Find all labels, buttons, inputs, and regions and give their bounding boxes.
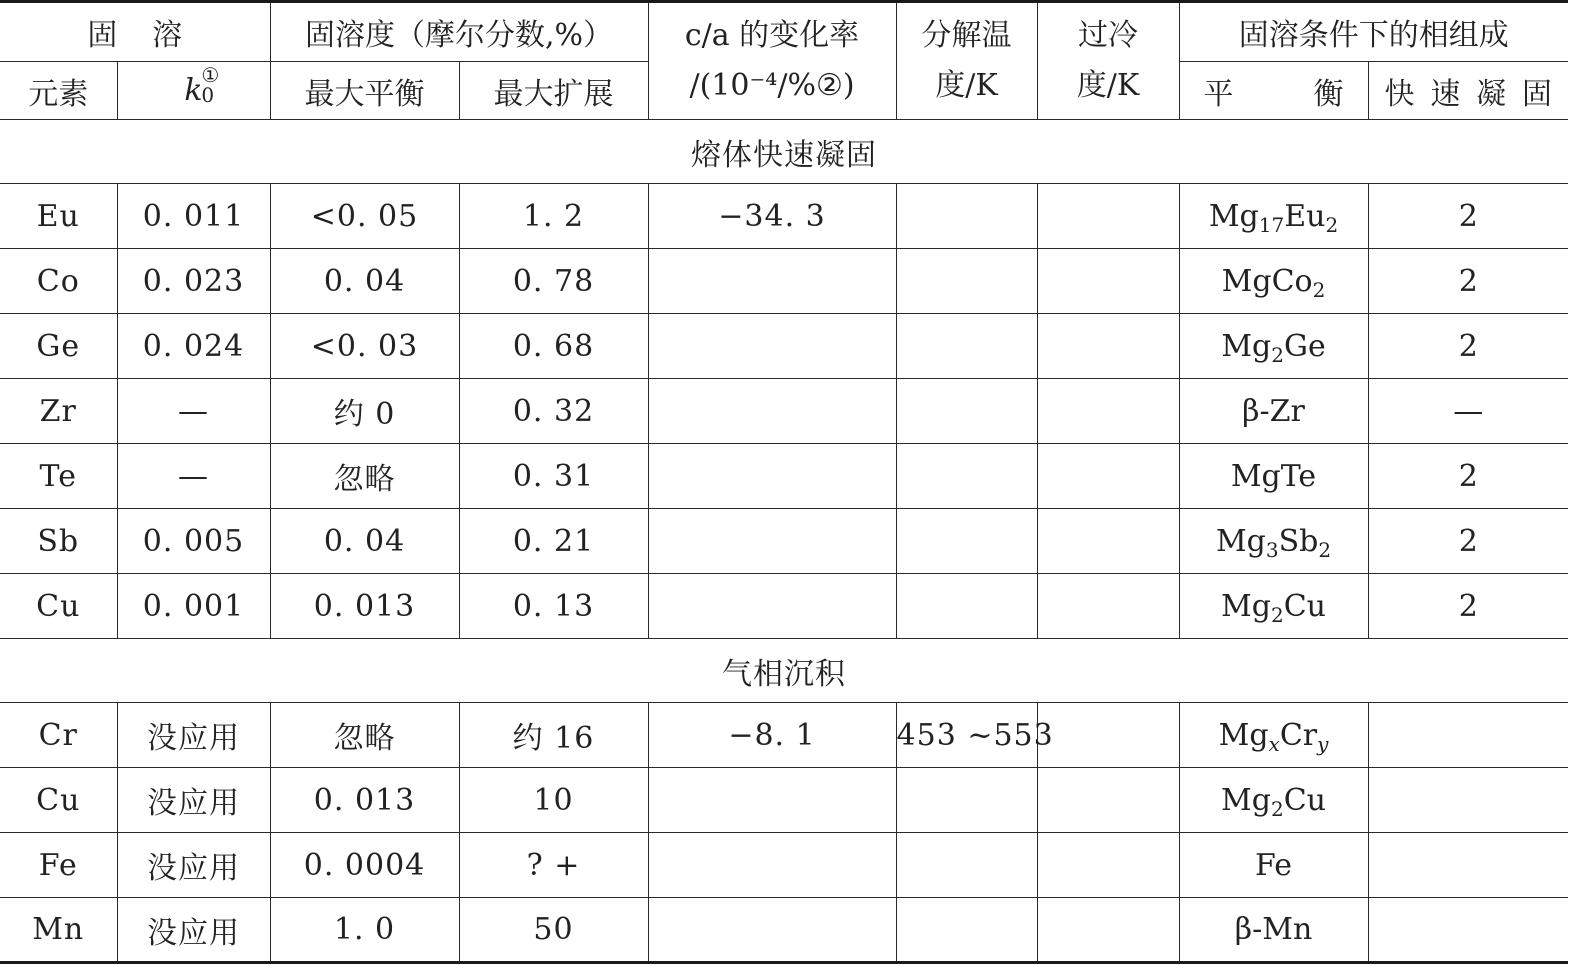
phase-formula-part: Mg (1221, 588, 1271, 624)
cell-element: Zr (0, 379, 117, 444)
phase-formula-part: Eu (1284, 198, 1326, 234)
cell-decomposition-temp (896, 249, 1037, 314)
header-element: 元素 (0, 62, 117, 120)
cell-k0: — (117, 379, 270, 444)
cell-max-equilibrium: 忽略 (270, 703, 459, 768)
table-row (0, 509, 1568, 574)
cell-decomposition-temp (896, 574, 1037, 639)
phase-formula-part: Mg (1215, 523, 1266, 559)
cell-max-extended: ? + (459, 833, 648, 898)
cell-decomposition-temp (896, 379, 1037, 444)
phase-formula-part: Cu (1283, 782, 1326, 818)
phase-formula-part: Mg (1218, 717, 1269, 753)
cell-subcooling (1037, 184, 1179, 249)
cell-max-equilibrium: 0. 013 (270, 574, 459, 639)
cell-element: Cu (0, 768, 117, 833)
phase-subscript: 2 (1325, 212, 1339, 237)
phase-subscript: 17 (1258, 212, 1285, 237)
cell-k0: 0. 005 (117, 509, 270, 574)
cell-phase-equilibrium (1179, 249, 1368, 314)
phase-subscript: 3 (1265, 537, 1279, 562)
cell-subcooling (1037, 703, 1179, 768)
cell-max-equilibrium: <0. 05 (270, 184, 459, 249)
phase-formula-part: Sb (1278, 523, 1319, 559)
cell-phase-equilibrium (1179, 379, 1368, 444)
header-decomposition-temp: 分解温 度/K (896, 2, 1037, 120)
header-rapid-solidification: 快 速 凝 固 (1368, 62, 1568, 120)
table-row (0, 833, 1568, 898)
header-equilibrium: 平 衡 (1179, 62, 1368, 120)
header-solubility: 固溶度（摩尔分数,%） (270, 2, 648, 62)
cell-max-extended: 0. 68 (459, 314, 648, 379)
phase-formula-part: Mg (1221, 328, 1272, 364)
header-k0 (117, 62, 270, 120)
cell-element: Cr (0, 703, 117, 768)
cell-max-equilibrium: 1. 0 (270, 898, 459, 963)
cell-phase-equilibrium (1179, 703, 1368, 768)
cell-subcooling (1037, 444, 1179, 509)
cell-ca-change-rate (648, 574, 896, 639)
cell-k0: — (117, 444, 270, 509)
phase-formula-part: MgTe (1230, 458, 1317, 494)
cell-phase-equilibrium (1179, 444, 1368, 509)
cell-ca-change-rate (648, 898, 896, 963)
cell-decomposition-temp (896, 833, 1037, 898)
cell-k0: 没应用 (117, 898, 270, 963)
cell-rapid-solidification: 2 (1368, 509, 1568, 574)
cell-k0: 0. 001 (117, 574, 270, 639)
phase-formula-part: Mg (1221, 782, 1271, 818)
cell-subcooling (1037, 768, 1179, 833)
cell-rapid-solidification (1368, 703, 1568, 768)
cell-max-equilibrium: 0. 0004 (270, 833, 459, 898)
table-row (0, 249, 1568, 314)
cell-ca-change-rate: −8. 1 (648, 703, 896, 768)
cell-max-extended: 0. 13 (459, 574, 648, 639)
section-header-row (0, 120, 1568, 184)
cell-element: Fe (0, 833, 117, 898)
cell-k0: 没应用 (117, 833, 270, 898)
table-row (0, 768, 1568, 833)
cell-element: Te (0, 444, 117, 509)
cell-decomposition-temp (896, 768, 1037, 833)
cell-phase-equilibrium (1179, 314, 1368, 379)
cell-rapid-solidification (1368, 768, 1568, 833)
cell-max-equilibrium: 约 0 (270, 379, 459, 444)
phase-subscript: 2 (1312, 277, 1326, 302)
cell-max-equilibrium: 0. 013 (270, 768, 459, 833)
cell-k0: 0. 024 (117, 314, 270, 379)
cell-decomposition-temp (896, 898, 1037, 963)
cell-subcooling (1037, 898, 1179, 963)
cell-rapid-solidification (1368, 833, 1568, 898)
header-phase-composition: 固溶条件下的相组成 (1179, 2, 1568, 62)
phase-formula-part: Cr (1279, 717, 1318, 753)
cell-max-extended: 0. 32 (459, 379, 648, 444)
cell-max-extended: 0. 78 (459, 249, 648, 314)
cell-phase-equilibrium (1179, 509, 1368, 574)
phase-formula-part: β-Zr (1242, 393, 1305, 429)
cell-phase-equilibrium (1179, 184, 1368, 249)
cell-element: Cu (0, 574, 117, 639)
phase-formula-part: Cu (1283, 588, 1326, 624)
phase-formula-part: MgCo (1221, 263, 1313, 299)
cell-max-extended: 约 16 (459, 703, 648, 768)
table-row (0, 574, 1568, 639)
cell-element: Sb (0, 509, 117, 574)
table-header (0, 2, 1568, 120)
cell-phase-equilibrium (1179, 768, 1368, 833)
cell-ca-change-rate (648, 249, 896, 314)
cell-max-equilibrium: 忽略 (270, 444, 459, 509)
table-row (0, 703, 1568, 768)
cell-rapid-solidification: 2 (1368, 444, 1568, 509)
header-ca-change-rate: c/a 的变化率 /(10⁻⁴/%②) (648, 2, 896, 120)
cell-phase-equilibrium (1179, 833, 1368, 898)
cell-rapid-solidification: 2 (1368, 574, 1568, 639)
cell-phase-equilibrium (1179, 898, 1368, 963)
cell-subcooling (1037, 314, 1179, 379)
cell-element: Mn (0, 898, 117, 963)
cell-max-equilibrium: <0. 03 (270, 314, 459, 379)
cell-rapid-solidification: — (1368, 379, 1568, 444)
cell-rapid-solidification: 2 (1368, 184, 1568, 249)
cell-ca-change-rate (648, 379, 896, 444)
cell-subcooling (1037, 379, 1179, 444)
table-row (0, 314, 1568, 379)
phase-formula-part: β-Mn (1234, 912, 1313, 947)
cell-max-extended: 10 (459, 768, 648, 833)
table-body (0, 120, 1568, 963)
cell-phase-equilibrium (1179, 574, 1368, 639)
table-row (0, 898, 1568, 963)
cell-subcooling (1037, 249, 1179, 314)
cell-subcooling (1037, 833, 1179, 898)
cell-ca-change-rate (648, 768, 896, 833)
cell-max-equilibrium: 0. 04 (270, 249, 459, 314)
cell-element: Eu (0, 184, 117, 249)
cell-element: Ge (0, 314, 117, 379)
cell-decomposition-temp (896, 444, 1037, 509)
phase-subscript: 2 (1318, 537, 1332, 562)
cell-rapid-solidification: 2 (1368, 249, 1568, 314)
phase-subscript: x (1268, 731, 1280, 756)
cell-k0: 没应用 (117, 703, 270, 768)
phase-formula-part: Fe (1255, 847, 1292, 883)
phase-subscript: y (1317, 731, 1329, 756)
phase-formula-part: Mg (1208, 198, 1259, 234)
cell-element: Co (0, 249, 117, 314)
phase-subscript: 2 (1271, 342, 1284, 367)
cell-ca-change-rate (648, 314, 896, 379)
phase-subscript: 2 (1270, 602, 1284, 627)
cell-ca-change-rate (648, 833, 896, 898)
cell-ca-change-rate (648, 509, 896, 574)
cell-rapid-solidification (1368, 898, 1568, 963)
header-solute: 固 溶 (0, 2, 270, 62)
cell-ca-change-rate (648, 444, 896, 509)
cell-decomposition-temp (896, 314, 1037, 379)
cell-rapid-solidification: 2 (1368, 314, 1568, 379)
cell-decomposition-temp: 453 ~553 (896, 703, 1037, 768)
table-row (0, 379, 1568, 444)
cell-k0: 0. 023 (117, 249, 270, 314)
section-title: 气相沉积 (0, 639, 1568, 703)
section-header-row (0, 639, 1568, 703)
cell-ca-change-rate: −34. 3 (648, 184, 896, 249)
cell-decomposition-temp (896, 184, 1037, 249)
cell-max-equilibrium: 0. 04 (270, 509, 459, 574)
table-row (0, 444, 1568, 509)
table-row (0, 184, 1568, 249)
header-max-equilibrium: 最大平衡 (270, 62, 459, 120)
cell-subcooling (1037, 574, 1179, 639)
cell-k0: 0. 011 (117, 184, 270, 249)
header-max-extended: 最大扩展 (459, 62, 648, 120)
cell-k0: 没应用 (117, 768, 270, 833)
cell-max-extended: 1. 2 (459, 184, 648, 249)
cell-max-extended: 0. 21 (459, 509, 648, 574)
header-subcooling: 过冷 度/K (1037, 2, 1179, 120)
section-title: 熔体快速凝固 (0, 120, 1568, 184)
cell-max-extended: 50 (459, 898, 648, 963)
cell-decomposition-temp (896, 509, 1037, 574)
cell-max-extended: 0. 31 (459, 444, 648, 509)
k0-symbol: k ① 0 (184, 63, 220, 108)
cell-subcooling (1037, 509, 1179, 574)
phase-formula-part: Ge (1283, 328, 1326, 364)
phase-subscript: 2 (1270, 796, 1284, 821)
